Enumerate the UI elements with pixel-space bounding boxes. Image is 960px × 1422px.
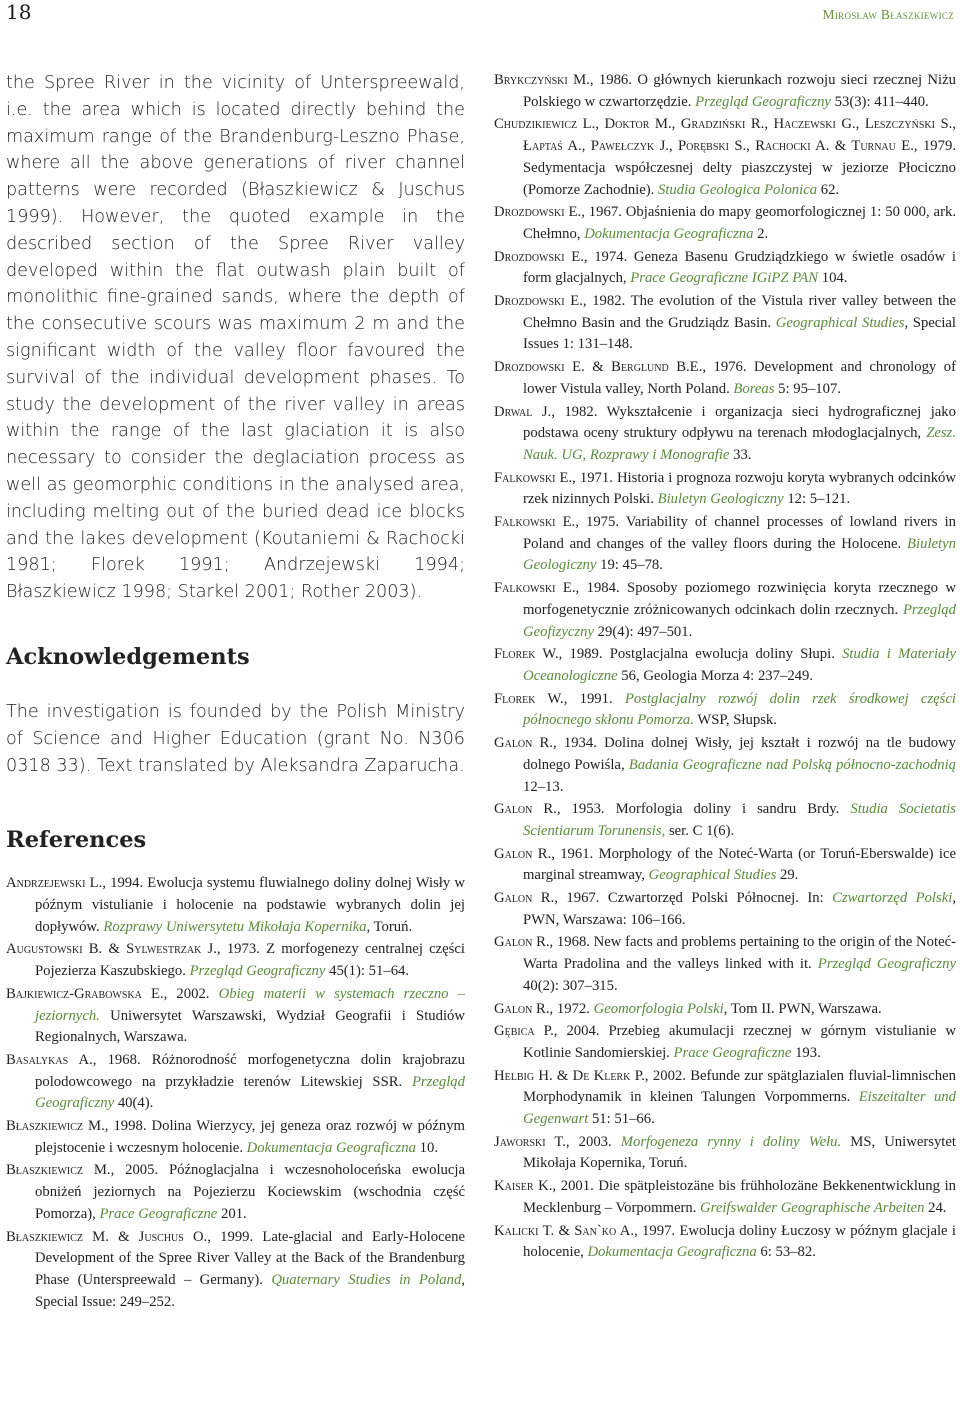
reference-text: , 1999. Late-glacial and Early-Holocene Development of the Spree River Valley at the Back of the Brandenburg Phase (Unterspreewald – Germany). [35,1228,465,1288]
references-list-left [6,873,465,1313]
reference-details: 193. [791,1044,821,1061]
reference-journal: Studia Societatis Scientiarum Torunensis, [523,801,956,839]
reference-entry [494,512,956,577]
reference-author: Kalicki T. & San`ko A. [494,1222,635,1239]
reference-author: Błaszkiewicz M. [6,1118,105,1135]
reference-journal: Zesz. Nauk. UG, Rozprawy i Monografie [523,425,956,463]
reference-text: , 1982. Wykształcenie i organizacja sieci hydrograficznej jako podstawa oceny struktury odpływu na terenach młodoglacjalnych, [523,403,956,442]
reference-journal: Prace Geograficzne IGiPZ PAN [630,270,819,287]
reference-entry [494,70,956,113]
reference-entry [494,799,956,842]
reference-text: , 2001. Die spätpleistozäne bis frühholozäne Bekkenentwicklung in Mecklenburg – Vorpommern. [523,1178,957,1216]
reference-entry [494,932,956,997]
reference-entry [494,247,956,290]
reference-entry [6,873,465,938]
reference-journal: Prace Geograficzne [99,1205,218,1222]
reference-details: 56, Geologia Morza 4: 237–249. [617,667,814,684]
reference-entry [494,202,956,245]
acknowledgements-text: The investigation is founded by the Polish Ministry of Science and Higher Education (grant No. N306 0318 33). Text translated by Aleksandra Zaparucha. [6,701,465,776]
acknowledgements-heading: Acknowledgements [6,643,250,670]
reference-entry [494,357,956,400]
reference-author: Błaszkiewicz M. [6,1162,111,1179]
reference-entry [6,1160,465,1225]
reference-author: Drozdowski E. [494,293,583,310]
reference-entry [494,644,956,687]
reference-details: 10. [415,1139,438,1156]
reference-text: , 1973. Z morfogenezy centralnej części Pojezierza Kaszubskiego. [35,941,465,980]
reference-details: , Tom II. PWN, Warszawa. [723,1000,882,1017]
reference-author: Falkowski E. [494,514,576,531]
body-paragraph: the Spree River in the vicinity of Unterspreewald, i.e. the area which is located directly behind the maximum range of the Brandenburg-Leszno Phase, where all the above generations of river channel patterns were recorded (Błaszkiewicz & Juschus 1999). However, the quoted example in the described section of the Spree River valley developed within the flat outwash plain built of monolithic fine-grained sands, where the depth of the consecutive scours was maximum 2 m and the significant width of the valley floor favoured the survival of the individual development phases. To study the development of the river valley in areas within the range of the last glaciation it is also necessary to consider the deglaciation process as well as geomorphic conditions in the analysed area, including melting out of the buried dead ice blocks and the lakes development (Koutaniemi & Rachocki 1981; Florek 1991; Andrzejewski 1994; Błaszkiewicz 1998; Starkel 2001; Rother 2003). [6,73,465,603]
reference-entry [494,1132,956,1175]
reference-details: MS, Uniwersytet Mikołaja Kopernika, Toruń. [523,1133,956,1172]
reference-details: 51: 51–66. [588,1111,655,1128]
reference-text: , 1979. Sedymentacja współczesnej delty piaszczystej w jeziorze Płociczno (Pomorze Zachodnie). [523,138,957,198]
reference-details: 40(2): 307–315. [523,977,618,994]
reference-entry [494,689,956,732]
reference-journal: Badania Geograficzne nad Polską północno-zachodnią [628,756,957,773]
reference-journal: Quaternary Studies in Poland [271,1271,462,1288]
reference-author: Brykczyński M. [494,72,590,88]
reference-entry [6,939,465,982]
reference-journal: Biuletyn Geologiczny [657,491,784,508]
left-column [6,70,465,1313]
reference-details: 29(4): 497–501. [593,623,693,640]
references-heading: References [6,827,147,854]
reference-entry [6,1116,465,1159]
reference-text: , 1961. Morphology of the Noteć-Warta (or Toruń-Eberswalde) ice marginal streamway, [523,845,956,884]
reference-entry [494,578,956,643]
reference-entry [494,1176,956,1219]
reference-text: , 1971. Historia i prognoza rozwoju koryta wybranych odcinków rzek nizinnych Polski. [523,469,956,508]
reference-details: 19: 45–78. [596,557,663,574]
reference-entry [494,999,956,1021]
reference-author: Falkowski E. [494,469,573,486]
reference-entry [494,291,956,356]
reference-journal: Obieg materii w systemach rzeczno – jeziornych. [35,985,465,1024]
reference-journal: Morfogeneza rynny i doliny Wełu. [620,1133,842,1150]
reference-text: , 1984. Sposoby poziomego rozwinięcia koryta rzecznego w morfogenetycznie zróżnicowanych odcinkach dolin rzecznych. [523,580,956,618]
reference-details: 12: 5–121. [783,491,851,508]
reference-details: 6: 53–82. [756,1244,816,1261]
reference-text: , 1953. Morfologia doliny i sandru Brdy. [556,801,851,818]
reference-entry [494,733,956,798]
reference-details: 29. [776,867,799,884]
reference-details: , Special Issues 1: 131–148. [523,314,957,353]
reference-journal: Geographical Studies [775,314,905,331]
reference-text: , 2005. Późnoglacjalna i wczesnoholoceńska ewolucja obniżeń jeziornych na Pojezierzu Kociewskim (wschodnia część Pomorza), [35,1162,465,1222]
reference-author: Galon R. [494,1000,550,1017]
reference-text: , 1986. O głównych kierunkach rozwoju sieci rzecznej Niżu Polskiego w czwartorzędzie. [523,72,956,110]
reference-journal: Greifswalder Geographische Arbeiten [700,1199,925,1216]
reference-journal: Przegląd Geograficzny [695,93,831,110]
reference-text: , 1998. Dolina Wierzycy, jej geneza oraz rozwój w późnym plejstocenie i wczesnym holocenie. [35,1118,465,1156]
reference-entry [6,1227,465,1314]
reference-author: Andrzejewski L. [6,875,103,892]
reference-details: 53(3): 411–440. [830,93,929,110]
reference-text: , 1994. Ewolucja systemu fluwialnego doliny dolnej Wisły w późnym vistulianie i holocenie na podstawie wybranych dolin jej dopływów. [35,875,465,935]
reference-entry [6,984,465,1049]
reference-text: , 1982. The evolution of the Vistula river valley between the Chełmno Basin and the Grudziądz Basin. [523,293,956,331]
reference-journal: Rozprawy Uniwersytetu Mikołaja Kopernika [103,918,367,935]
reference-text: , 1975. Variability of channel processes of lowland rivers in Poland and changes of the valley floors during the Holocene. [523,514,956,552]
reference-text: , 1972. [549,1000,594,1017]
reference-journal: Dokumentacja Geograficzna [584,225,754,242]
reference-details: 5: 95–107. [774,380,842,397]
reference-author: Drwal J. [494,403,552,420]
reference-author: Drozdowski E. [494,248,584,265]
reference-journal: Przegląd Geograficzny [35,1073,465,1112]
reference-author: Galon R. [494,801,557,818]
reference-author: Basalykas A. [6,1051,93,1068]
reference-text: , 1991. [563,690,625,707]
reference-details: WSP, Słupsk. [693,712,777,729]
reference-details: 2. [753,225,769,242]
reference-details: 24. [924,1199,947,1216]
reference-entry [494,402,956,467]
reference-text: , 1967. Czwartorzęd Polski Północnej. In: [554,890,833,907]
reference-details: 12–13. [523,778,564,795]
reference-text: , 1989. Postglacjalna ewolucja doliny Słupi. [558,646,843,663]
reference-text: , 1974. Geneza Basenu Grudziądzkiego w świetle osadów i form glacjalnych, [523,248,956,287]
reference-details: 62. [817,181,840,198]
reference-author: Augustowski B. & Sylwestrzak J. [6,941,217,958]
reference-author: Galon R. [494,890,555,907]
reference-entry [494,114,956,201]
reference-details: 33. [729,446,752,463]
reference-entry [494,468,956,511]
reference-text: , 1968. Różnorodność morfogenetyczna dolin krajobrazu polodowcowego na przykładzie terenów Litewskiej SSR. [35,1051,466,1090]
reference-journal: Geomorfologia Polski [593,1000,724,1017]
page-header [6,0,954,36]
reference-author: Drozdowski E. [494,204,582,221]
reference-journal: Czwartorzęd Polski [832,890,953,907]
reference-text: , 2003. [565,1133,621,1150]
reference-author: Gębica P. [494,1023,554,1040]
references-list-right [494,70,956,1264]
reference-author: Chudzikiewicz L., Doktor M., Gradziński R., Haczewski G., Leszczyński S., Łaptaś A., Pawełczyk J., Porębski S., Rachocki A. & Turnau E. [494,116,956,155]
reference-entry [494,888,956,931]
reference-journal: Postglacjalny rozwój dolin rzek środkowej części północnego skłonu Pomorza. [523,690,956,729]
reference-journal: Przegląd Geograficzny [189,963,326,980]
reference-details: 40(4). [114,1095,154,1112]
reference-details: 45(1): 51–64. [325,963,410,980]
reference-text: , 1976. Development and chronology of lower Vistula valley, North Poland. [523,359,956,397]
reference-author: Drozdowski E. & Berglund B.E. [494,359,703,376]
reference-entry [6,1050,465,1115]
reference-author: Galon R. [494,845,552,862]
reference-details: , Toruń. [366,918,413,935]
reference-details: , Special Issue: 249–252. [35,1271,466,1310]
reference-author: Florek W. [494,690,564,707]
reference-author: Florek W. [494,646,559,663]
reference-author: Galon R. [494,934,550,951]
reference-text: , 1934. Dolina dolnej Wisły, jej kształt i rozwój na tle budowy dolnego Powiśla, [523,735,956,773]
reference-author: Galon R. [494,735,554,752]
reference-details: 201. [217,1205,247,1222]
reference-details: , PWN, Warszawa: 106–166. [523,890,956,928]
reference-journal: Studia Geologica Polonica [658,181,818,198]
reference-entry [494,1221,956,1264]
reference-author: Bajkiewicz-Grabowska E. [6,985,164,1002]
reference-details: ser. C 1(6). [665,822,735,839]
reference-author: Falkowski E. [494,580,576,597]
reference-text: , 2002. Befunde zur spätglazialen fluvial-limnischen Morphodynamik in kleinen Talungen Vorpommerns. [523,1067,956,1106]
reference-author: Kaiser K. [494,1178,553,1195]
reference-author: Błaszkiewicz M. & Juschus O. [6,1228,208,1245]
reference-text: , 2002. [163,985,219,1002]
reference-text: , 1967. Objaśnienia do mapy geomorfologicznej 1: 50 000, ark. Chełmno, [523,204,956,242]
reference-journal: Boreas [733,380,775,397]
reference-journal: Eiszeitalter und Gegenwart [523,1089,956,1128]
reference-journal: Geographical Studies [648,867,777,884]
running-head: Mirosław Błaszkiewicz [822,7,954,22]
reference-text: , 1968. New facts and problems pertaining to the origin of the Noteć-Warta Pradolina and the valleys linked with it. [523,934,956,973]
page-number: 18 [6,0,32,24]
reference-journal: Dokumentacja Geograficzna [587,1244,757,1261]
right-column [494,70,956,1264]
reference-journal: Przegląd Geofizyczny [523,601,956,640]
reference-journal: Studia i Materiały Oceanologiczne [523,646,957,684]
reference-details: 104. [818,270,848,287]
reference-text: , 1997. Ewolucja doliny Łuczosy w późnym glacjale i holocenie, [523,1222,956,1261]
reference-journal: Biuletyn Geologiczny [523,535,956,574]
reference-entry [494,1021,956,1064]
reference-entry [494,1066,956,1131]
reference-author: Jaworski T. [494,1133,566,1150]
reference-author: Helbig H. & De Klerk P. [494,1067,645,1084]
reference-journal: Prace Geograficzne [673,1044,792,1061]
reference-entry [494,844,956,887]
reference-journal: Dokumentacja Geograficzna [246,1139,416,1156]
reference-text: , 2004. Przebieg akumulacji rzecznej w górnym vistulianie w Kotlinie Sandomierskiej. [523,1023,956,1061]
reference-journal: Przegląd Geograficzny [817,956,956,973]
reference-details: Uniwersytet Warszawski, Wydział Geografii i Studiów Regionalnych, Warszawa. [35,1007,465,1046]
